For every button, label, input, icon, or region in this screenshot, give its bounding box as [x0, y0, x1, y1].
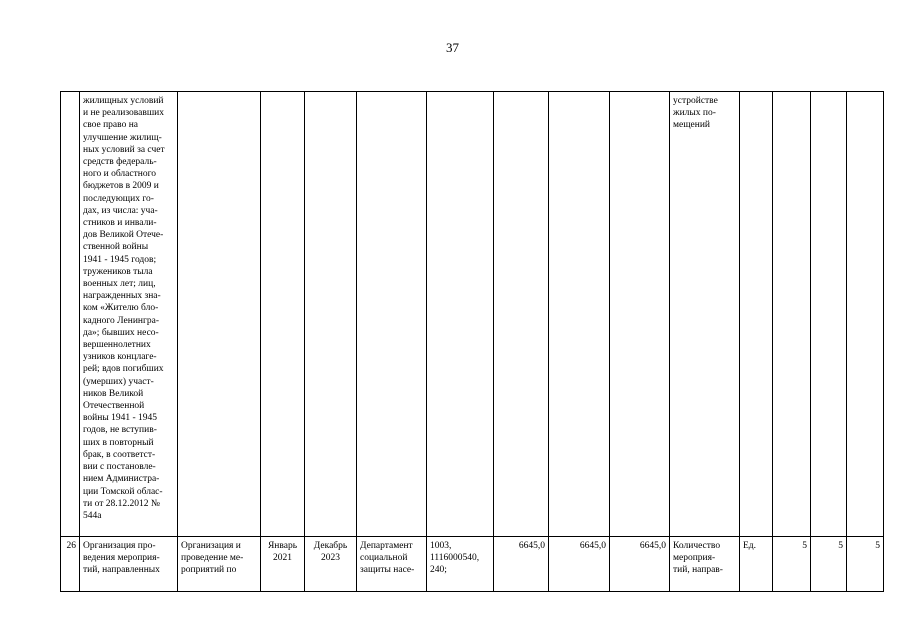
- cell-indicator-2: [811, 92, 847, 537]
- cell-funding-1: 6645,0: [494, 537, 549, 592]
- cell-measure: [178, 92, 261, 537]
- cell-event-name: жилищных условий и не реализовавших свое право на улучшение жилищ- ных условий за счет средств федераль- ного и областного бюджетов в 2009 и последующих го- дах, из числа: уча- стников и инвали- дов Великой Отече- ственной войны 1941 - 1945 годов; тружеников тыла военных лет; лиц, награжденных зна- ком «Жителю бло- кадного Ленингра- да»; бывших несо- вершеннолетних узников концлаге- рей; вдов погибших (умерших) участ- ников Великой Отечественной войны 1941 - 1945 годов, не вступив- ших в повторный брак, в соответст- вии с постановле- нием Администра- ции Томской облас- ти от 28.12.2012 № 544а: [80, 92, 178, 537]
- cell-indicator: Количество мероприя- тий, направ-: [670, 537, 740, 592]
- cell-indicator-2: 5: [811, 537, 847, 592]
- page-number: 37: [446, 40, 459, 55]
- cell-executor: [357, 92, 427, 537]
- cell-indicator-1: [773, 92, 811, 537]
- cell-budget-code: [427, 92, 494, 537]
- cell-budget-code: 1003, 1116000540, 240;: [427, 537, 494, 592]
- cell-funding-1: [494, 92, 549, 537]
- cell-funding-3: [610, 92, 670, 537]
- cell-unit: [740, 92, 773, 537]
- cell-indicator-1: 5: [773, 537, 811, 592]
- cell-number: [61, 92, 80, 537]
- cell-funding-3: 6645,0: [610, 537, 670, 592]
- cell-end-date: [305, 92, 357, 537]
- cell-funding-2: 6645,0: [549, 537, 610, 592]
- table-row: [61, 537, 884, 592]
- cell-funding-2: [549, 92, 610, 537]
- cell-indicator-3: [847, 92, 884, 537]
- cell-unit: Ед.: [740, 537, 773, 592]
- cell-indicator-3: 5: [847, 537, 884, 592]
- program-table: [60, 91, 884, 592]
- cell-start-date: [261, 92, 305, 537]
- cell-indicator: устройстве жилых по- мещений: [670, 92, 740, 537]
- cell-measure: Организация и проведение ме- роприятий по: [178, 537, 261, 592]
- cell-number: 26: [61, 537, 80, 592]
- cell-executor: Департамент социальной защиты насе-: [357, 537, 427, 592]
- cell-start-date: Январь 2021: [261, 537, 305, 592]
- cell-event-name: Организация про- ведения мероприя- тий, направленных: [80, 537, 178, 592]
- table-row: [61, 92, 884, 537]
- cell-end-date: Декабрь 2023: [305, 537, 357, 592]
